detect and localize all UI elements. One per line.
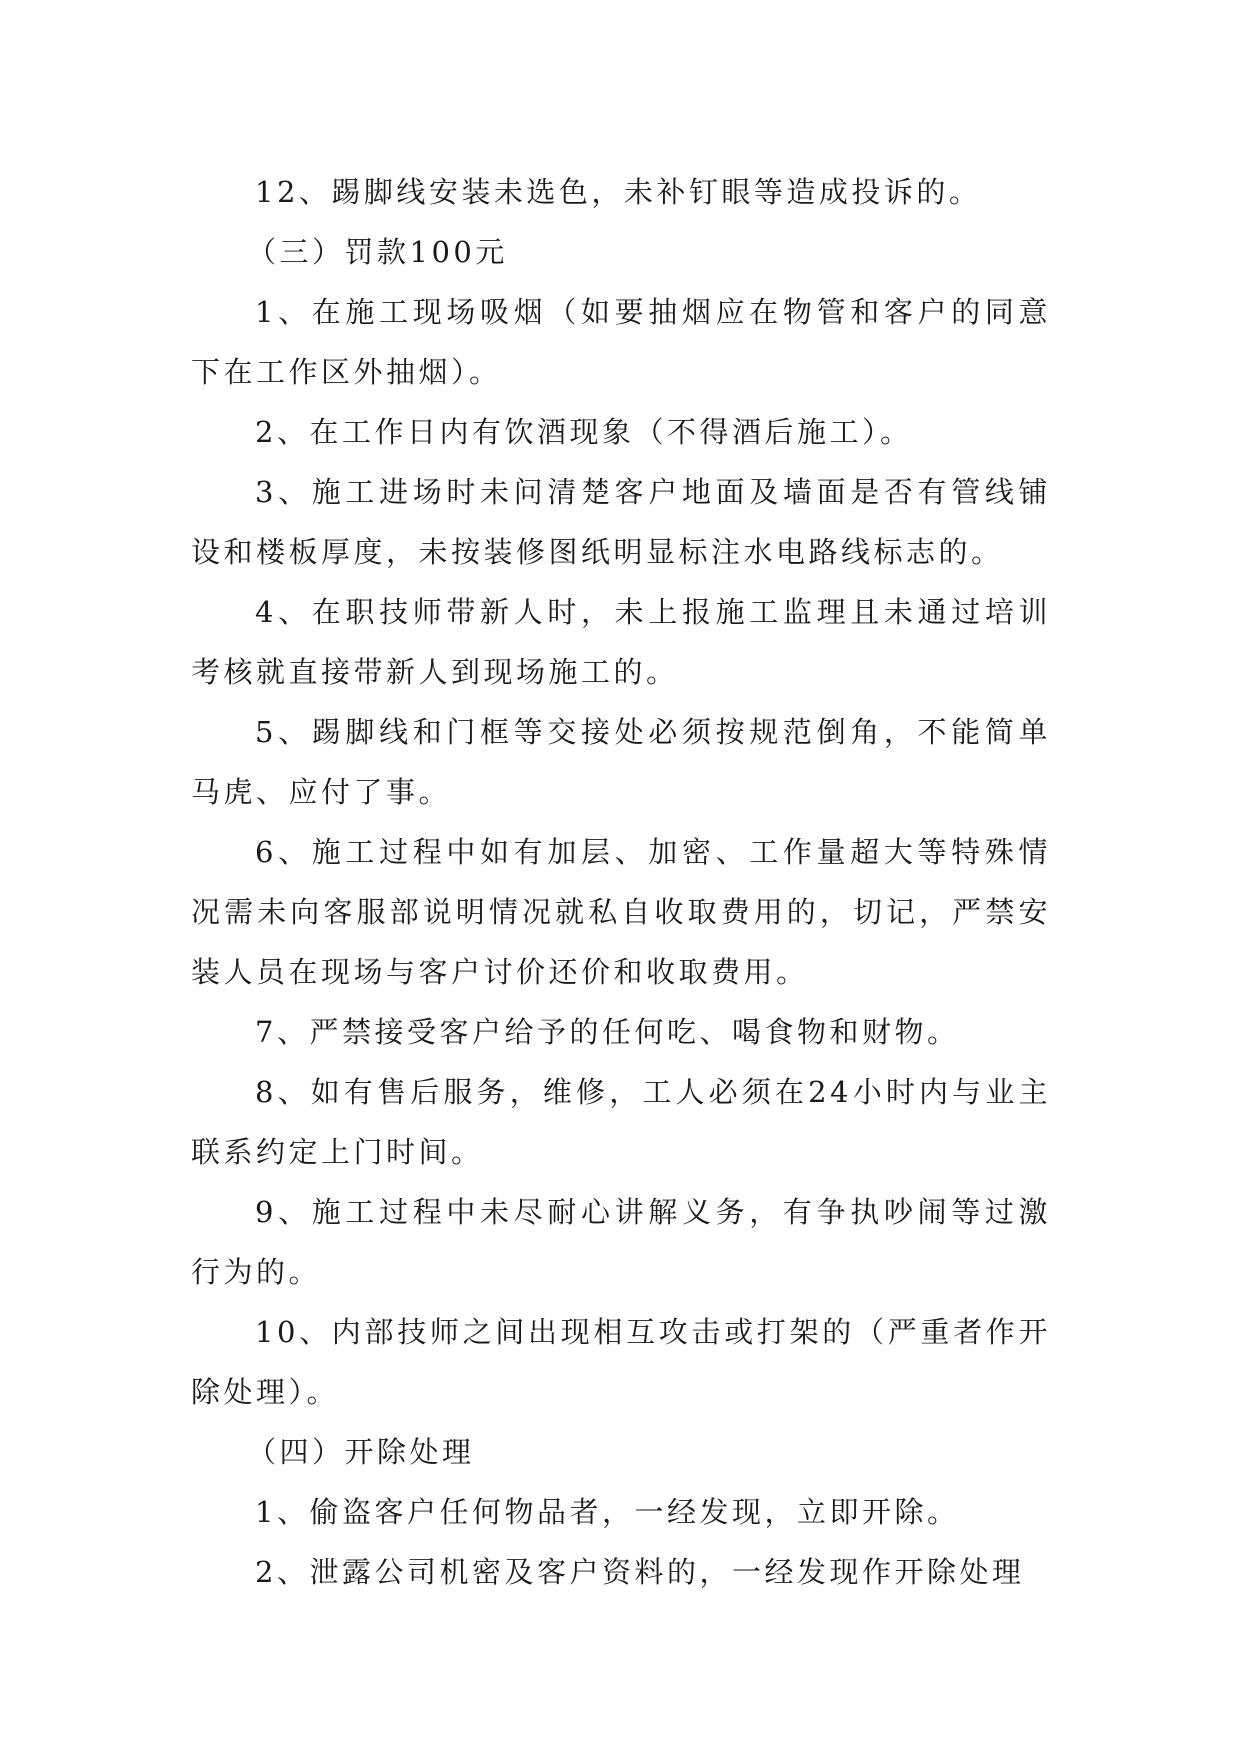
rule-item-7: 7、严禁接受客户给予的任何吃、喝食物和财物。 [255, 1015, 960, 1049]
dismissal-item-2: 2、泄露公司机密及客户资料的，一经发现作开除处理 [255, 1555, 1025, 1589]
rule-item-8: 8、如有售后服务，维修，工人必须在24小时内与业主联系约定上门时间。 [191, 1075, 1051, 1169]
rule-item-3: 3、施工进场时未问清楚客户地面及墙面是否有管线铺设和楼板厚度，未按装修图纸明显标注水电路线标志的。 [191, 475, 1051, 569]
rule-item-2: 2、在工作日内有饮酒现象（不得酒后施工）。 [255, 415, 913, 449]
dismissal-item-1: 1、偷盗客户任何物品者，一经发现，立即开除。 [255, 1495, 960, 1529]
rule-item-6: 6、施工过程中如有加层、加密、工作量超大等特殊情况需未向客服部说明情况就私自收取费用的，切记，严禁安装人员在现场与客户讨价还价和收取费用。 [191, 835, 1051, 989]
document-body [191, 162, 1051, 1602]
rule-item-9: 9、施工过程中未尽耐心讲解义务，有争执吵闹等过激行为的。 [191, 1195, 1051, 1289]
rule-item-5: 5、踢脚线和门框等交接处必须按规范倒角，不能简单马虎、应付了事。 [191, 715, 1051, 809]
section-heading-dismissal: （四）开除处理 [247, 1435, 475, 1469]
section-heading-fine-100: （三）罚款100元 [247, 235, 508, 269]
rule-item-12: 12、踢脚线安装未选色，未补钉眼等造成投诉的。 [255, 175, 982, 209]
rule-item-1: 1、在施工现场吸烟（如要抽烟应在物管和客户的同意下在工作区外抽烟）。 [191, 295, 1051, 389]
rule-item-4: 4、在职技师带新人时，未上报施工监理且未通过培训考核就直接带新人到现场施工的。 [191, 595, 1051, 689]
rule-item-10: 10、内部技师之间出现相互攻击或打架的（严重者作开除处理）。 [191, 1315, 1051, 1409]
